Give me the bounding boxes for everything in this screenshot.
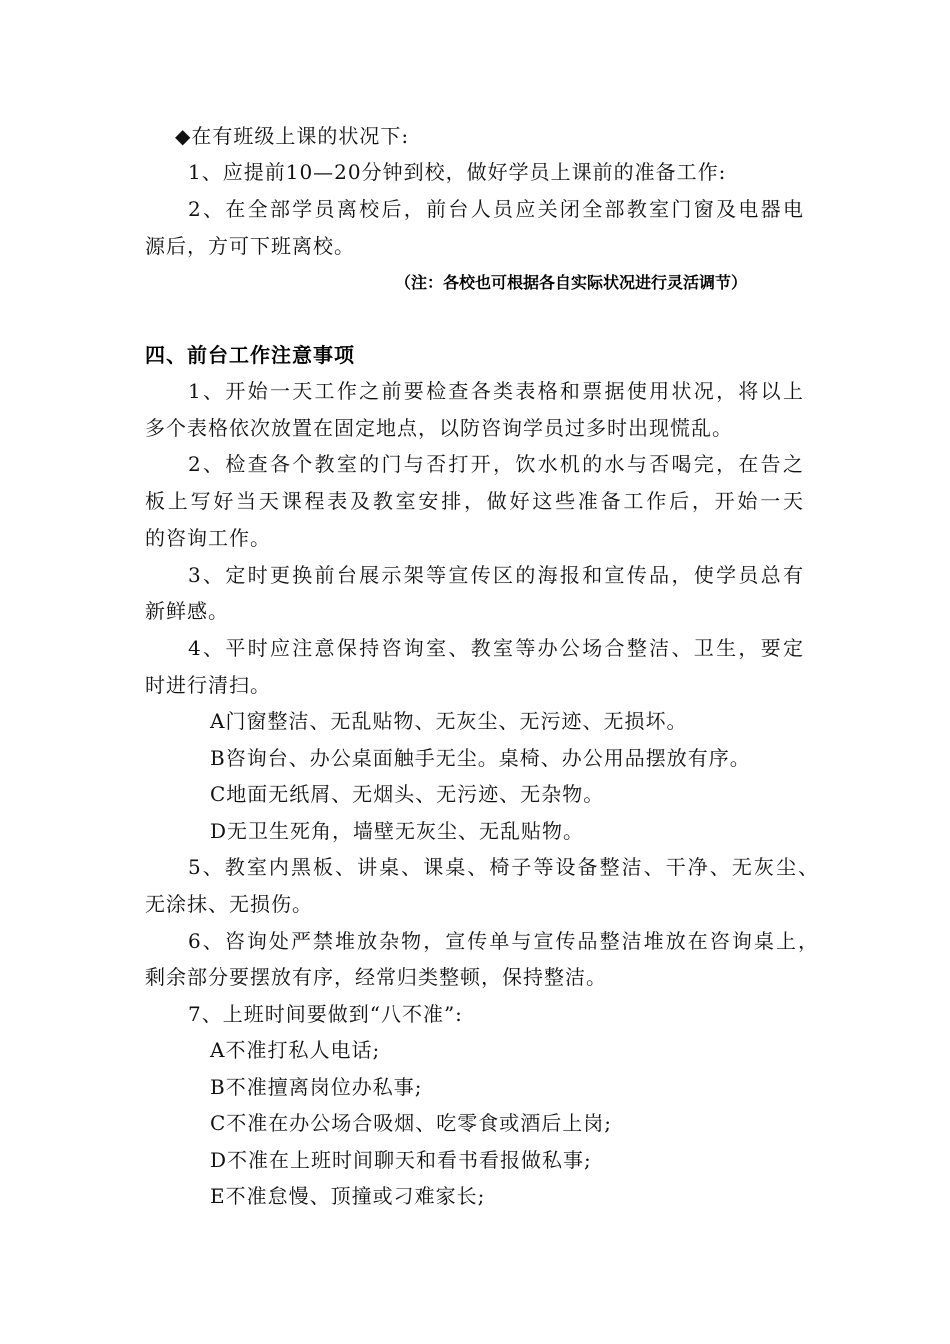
class-item-2-line-2: 源后，方可下班离校。 [145, 234, 355, 258]
paragraph-2-line-3: 的咨询工作。 [145, 526, 271, 550]
paragraph-1-line-2: 多个表格依次放置在固定地点，以防咨询学员过多时出现慌乱。 [145, 416, 733, 440]
rule-item-d: D不准在上班时间聊天和看书看报做私事; [210, 1148, 592, 1172]
paragraph-3-line-2: 新鲜感。 [145, 599, 229, 623]
paragraph-4-line-1: 4、平时应注意保持咨询室、教室等办公场合整洁、卫生，要定 [188, 636, 803, 660]
paragraph-2-line-2: 板上写好当天课程表及教室安排，做好这些准备工作后，开始一天 [145, 489, 803, 513]
rule-item-a: A不准打私人电话; [210, 1038, 381, 1062]
class-item-1: 1、应提前10—20分钟到校，做好学员上课前的准备工作: [188, 160, 727, 184]
paragraph-6-line-1: 6、咨询处严禁堆放杂物，宣传单与宣传品整洁堆放在咨询桌上， [188, 929, 818, 953]
rule-item-e: E不准怠慢、顶撞或刁难家长; [210, 1184, 486, 1208]
paragraph-1-line-1: 1、开始一天工作之前要检查各类表格和票据使用状况，将以上 [188, 379, 803, 403]
cleanliness-item-a: A门窗整洁、无乱贴物、无灰尘、无污迹、无损坏。 [210, 709, 688, 733]
paragraph-7: 7、上班时间要做到“八不准”: [188, 1002, 463, 1026]
paragraph-5-line-1: 5、教室内黑板、讲桌、课桌、椅子等设备整洁、干净、无灰尘、 [188, 855, 818, 879]
cleanliness-item-c: C地面无纸屑、无烟头、无污迹、无杂物。 [210, 782, 605, 806]
rule-item-b: B不准擅离岗位办私事; [210, 1075, 423, 1099]
cleanliness-item-d: D无卫生死角，墙壁无灰尘、无乱贴物。 [210, 819, 585, 843]
class-section-title: ◆在有班级上课的状况下: [175, 124, 410, 148]
class-item-2-line-1: 2、在全部学员离校后，前台人员应关闭全部教室门窗及电器电 [188, 197, 803, 221]
paragraph-5-line-2: 无涂抹、无损伤。 [145, 892, 313, 916]
adjustment-note: （注：各校也可根据各自实际状况进行灵活调节） [395, 273, 748, 292]
paragraph-4-line-2: 时进行清扫。 [145, 673, 271, 697]
cleanliness-item-b: B咨询台、办公桌面触手无尘。桌椅、办公用品摆放有序。 [210, 746, 751, 770]
rule-item-c: C不准在办公场合吸烟、吃零食或酒后上岗; [210, 1111, 613, 1135]
paragraph-2-line-1: 2、检查各个教室的门与否打开，饮水机的水与否喝完，在告之 [188, 452, 803, 476]
paragraph-3-line-1: 3、定时更换前台展示架等宣传区的海报和宣传品，使学员总有 [188, 563, 803, 587]
paragraph-6-line-2: 剩余部分要摆放有序，经常归类整顿，保持整洁。 [145, 965, 607, 989]
section-heading: 四、前台工作注意事项 [145, 343, 355, 367]
